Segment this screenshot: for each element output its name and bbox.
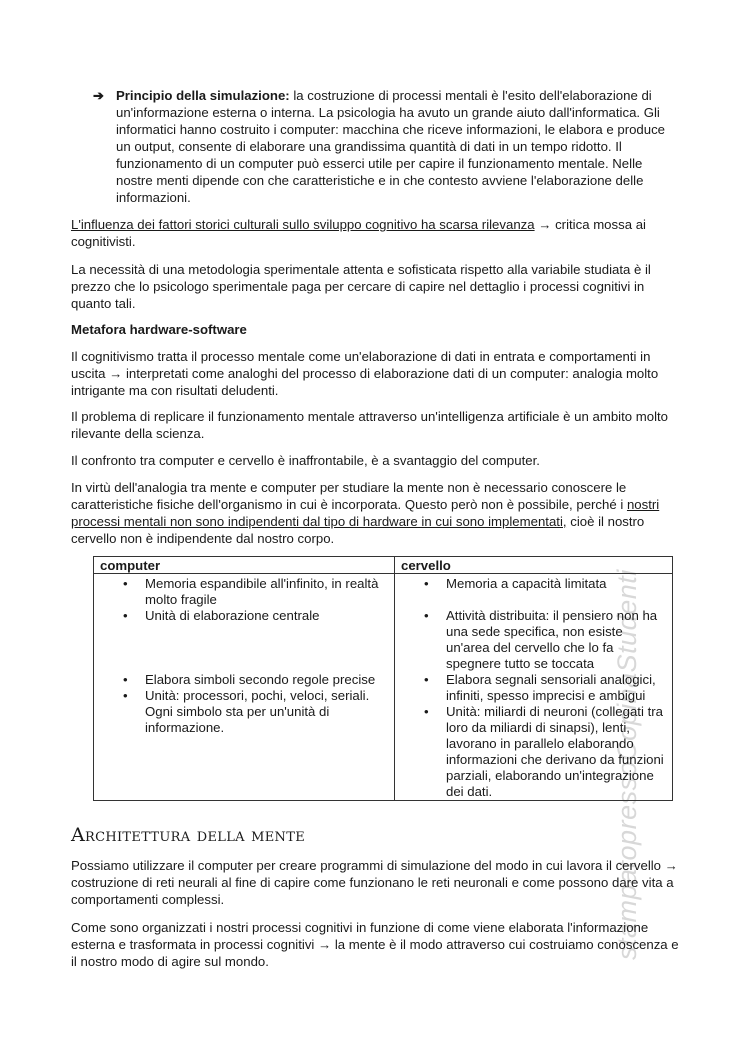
watermark: stampatopressoCopinaStudenti [612,569,642,960]
comparison-table [93,556,673,801]
computer-list [94,574,394,736]
list-item: • Elabora segnali sensoriali analogici, infiniti, spesso imprecisi e ambigui [395,672,668,704]
paragraph-virtu: In virtù dell'analogia tra mente e computer per studiare la mente non è necessario conoscere le caratteristiche fisiche dell'organismo in cui è incorporata. Questo però non è possibile, perché i nostri processi mentali non sono indipendenti dal tipo di hardware in cui sono implementati, cioè il nostro cervello non è indipendente dal nostro corpo. [71,480,660,546]
paragraph-confronto: Il confronto tra computer e cervello è inaffrontabile, è a svantaggio del computer. [71,453,540,468]
list-item: • Attività distribuita: il pensiero non ha una sede specifica, non esiste un'area del cervello che lo fa spegnere tutto se toccata [395,608,668,672]
section-heading: Architettura della mente [71,824,305,846]
header-cervello: cervello [395,557,673,574]
paragraph-architettura-2: Come sono organizzati i nostri processi cognitivi in funzione di come viene elaborata l'informazione esterna e trasformata in processi cognitivi → la mente è il modo attraverso cui costruiamo conoscenza e il nostro modo di agire sul mondo. [71,920,679,969]
header-computer: computer [94,557,395,574]
paragraph-architettura-1: Possiamo utilizzare il computer per creare programmi di simulazione del modo in cui lavora il cervello → costruzione di reti neurali al fine di capire come funzionano le reti neuronali e come possono dare vita a comportamenti complessi. [71,858,678,907]
principle-title: Principio della simulazione: [116,88,290,103]
list-item: • Unità di elaborazione centrale [94,608,390,624]
paragraph-cognitivismo: Il cognitivismo tratta il processo mentale come un'elaborazione di dati in entrata e comportamenti in uscita → interpretati come analoghi del processo di elaborazione dati di un computer: analogia molto intrigante ma con risultati deludenti. [71,349,659,398]
list-item: • Memoria espandibile all'infinito, in realtà molto fragile [94,576,390,608]
cervello-cell [395,574,673,801]
paragraph-influenza: L'influenza dei fattori storici culturali sullo sviluppo cognitivo ha scarsa rilevanza → critica mossa ai cognitivisti. [71,217,646,249]
list-item: • Unità: processori, pochi, veloci, seriali. Ogni simbolo sta per un'unità di informazione. [94,688,390,736]
subheading-metafora: Metafora hardware-software [71,322,247,337]
principle-bullet [93,87,673,206]
computer-cell [94,574,395,801]
paragraph-necessita: La necessità di una metodologia sperimentale attenta e sofisticata rispetto alla variabile studiata è il prezzo che lo psicologo sperimentale paga per cercare di capire nel dettaglio i processi cognitivi in quanto tali. [71,262,651,311]
list-item: • Unità: miliardi di neuroni (collegati tra loro da miliardi di sinapsi), lenti, lavorano in parallelo elaborando informazioni che derivano da funzioni parziali, elaborando un'integrazione dei dati. [395,704,668,800]
list-item: • Memoria a capacità limitata [395,576,668,592]
list-item: • Elabora simboli secondo regole precise [94,672,390,688]
cervello-list [395,574,672,800]
paragraph-problema: Il problema di replicare il funzionamento mentale attraverso un'intelligenza artificiale è un ambito molto rilevante della scienza. [71,409,668,441]
arrow-bullet-icon: ➔ [93,88,105,103]
principle-text: Principio della simulazione: la costruzione di processi mentali è l'esito dell'elaborazione di un'informazione esterna o interna. La psicologia ha avuto un grande aiuto dall'informatica. Gli informatici hanno costruito i computer: macchina che riceve informazioni, le elabora e produce un output, consente di elaborare una grandissima quantità di dati in un tempo ridotto. Il funzionamento di un computer può esserci utile per capire il funzionamento mentale. Nelle nostre menti dipende con che caratteristiche e in che contesto avviene l'elaborazione delle informazioni. [116,88,666,205]
